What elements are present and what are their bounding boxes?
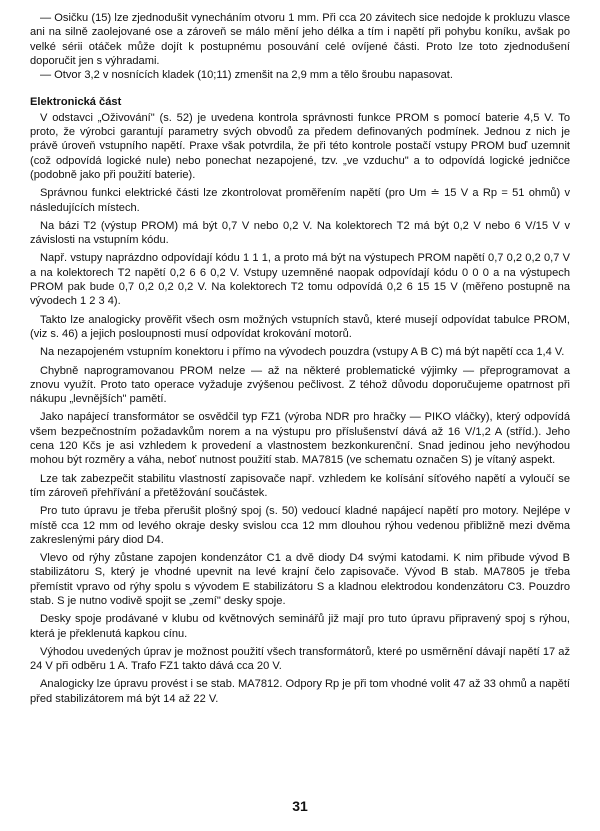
body-paragraph: Lze tak zabezpečit stabilitu vlastností zapisovače např. vzhledem ke kolísání síťového napětí a vyloučí se tím zároveň přehřívání a přetěžování součástek.	[30, 472, 570, 499]
body-paragraph: Výhodou uvedených úprav je možnost použití všech transformátorů, které po usměrnění dávají napětí 17 až 24 V při odběru 1 A. Trafo FZ1 takto dává cca 20 V.	[30, 645, 570, 673]
body-paragraph: Např. vstupy naprázdno odpovídají kódu 1 1 1, a proto má být na výstupech PROM napětí 0,7 0,2 0,2 0,7 V a na kolektorech T2 napětí 0,2 6 6 0,2 V. Vstupy uzemněné naopak odpovídají kódu 0 0 0 a na výstupech PROM pak bude 0,7 0,2 0,2 0,2 V. Na kolektorech T2 tomu odpovídá 0,2 6 15 15 V (měřeno postupně na vývodech 1 2 3 4).	[30, 252, 570, 308]
page-number: 31	[292, 798, 308, 814]
intro-paragraph: — Osičku (15) lze zjednodušit vynecháním otvoru 1 mm. Při cca 20 závitech sice nedojde k prokluzu vlasce ani na silně zaolejované ose a zároveň se málo mění jeho délka a tím i napětí při pohybu koníku, avšak po velké sérii otáček může dojít k postupnému posouvání celé ovíjené části. Proto lze toto zjednodušení doporučit jen s výhradami.	[30, 12, 570, 67]
intro-paragraph: — Otvor 3,2 v nosnících kladek (10;11) zmenšit na 2,9 mm a tělo šroubu napasovat.	[40, 69, 453, 82]
body-paragraph: Na nezapojeném vstupním konektoru i přímo na vývodech pouzdra (vstupy A B C) má být napětí cca 1,4 V.	[40, 346, 565, 359]
section-heading: Elektronická část	[30, 96, 122, 109]
body-paragraph: Pro tuto úpravu je třeba přerušit plošný spoj (s. 50) vedoucí kladné napájecí napětí pro motory. Nejlépe v místě cca 12 mm od levého okraje desky svislou cca 12 mm dlouhou rýhou vedenou přibližně mezi dvěma zakreslenými páry diod D4.	[30, 505, 570, 546]
body-paragraph: Chybně naprogramovanou PROM nelze — až na některé problematické výjimky — přeprogramovat a znovu využít. Proto tato operace vyžaduje zvýšenou pečlivost. Z téhož důvodu doporučujeme opatrnost při nákupu „levnějších" pamětí.	[30, 364, 570, 406]
body-paragraph: Jako napájecí transformátor se osvědčil typ FZ1 (výroba NDR pro hračky — PIKO vláčky), který odpovídá všem bezpečnostním požadavkům norem a na výstupu pro příslušenství dává až 16 V/1,2 A (stříd.). Jeho cena 120 Kčs je asi vzhledem k provedení a vlastnostem bezkonkurenční. Snad jedinou jeho nevýhodou mohou být rozměry a váha, neboť nutnost použití stab. MA7815 (ve schematu označen S) je vítaný aspekt.	[30, 411, 570, 467]
body-paragraph: Vlevo od rýhy zůstane zapojen kondenzátor C1 a dvě diody D4 svými katodami. K nim přibude vývod B stabilizátoru S, který je vhodné upevnit na levé krajní čelo zapisovače. Vývod B stab. MA7805 je třeba přemístit vpravo od rýhy spolu s vývodem E stabilizátoru S a kladnou elektrodou kondenzátoru C3. Pouzdro stab. S je nutno vodivě spojit se „zemí" desky spoje.	[30, 552, 570, 607]
body-paragraph: V odstavci „Oživování" (s. 52) je uvedena kontrola správnosti funkce PROM s pomocí baterie 4,5 V. To proto, že výrobci garantují parametry svých obvodů za předem definovaných podmínek. Jednou z nich je právě úroveň vstupního napětí. Praxe však potvrdila, že při této kontrole postačí vstupy PROM buď uzemnit (což odpovídá logické nule) nebo ponechat nezapojené, tzv. „ve vzduchu" a to odpovídá logické jedničce (podobně jako při použití baterie).	[30, 111, 570, 181]
body-paragraph: Desky spoje prodávané v klubu od květnových seminářů již mají pro tuto úpravu připravený spoj s rýhou, která je překlenutá kapkou cínu.	[30, 613, 570, 640]
text-column	[30, 11, 570, 706]
body-paragraph: Na bázi T2 (výstup PROM) má být 0,7 V nebo 0,2 V. Na kolektorech T2 má být 0,2 V nebo 6 V/15 V v závislosti na vstupním kódu.	[30, 219, 570, 247]
body-paragraph: Správnou funkci elektrické části lze zkontrolovat proměřením napětí (pro Um ≐ 15 V a Rp = 51 ohmů) v následujících místech.	[30, 187, 570, 214]
body-paragraph: Takto lze analogicky prověřit všech osm možných vstupních stavů, které musejí odpovídat tabulce PROM, (viz s. 46) a jejich posloupnosti musí odpovídat krokování motorů.	[30, 313, 570, 340]
body-paragraph: Analogicky lze úpravu provést i se stab. MA7812. Odpory Rp je při tom vhodné volit 47 až 33 ohmů a napětí před stabilizátorem má být 14 až 22 V.	[30, 678, 570, 705]
